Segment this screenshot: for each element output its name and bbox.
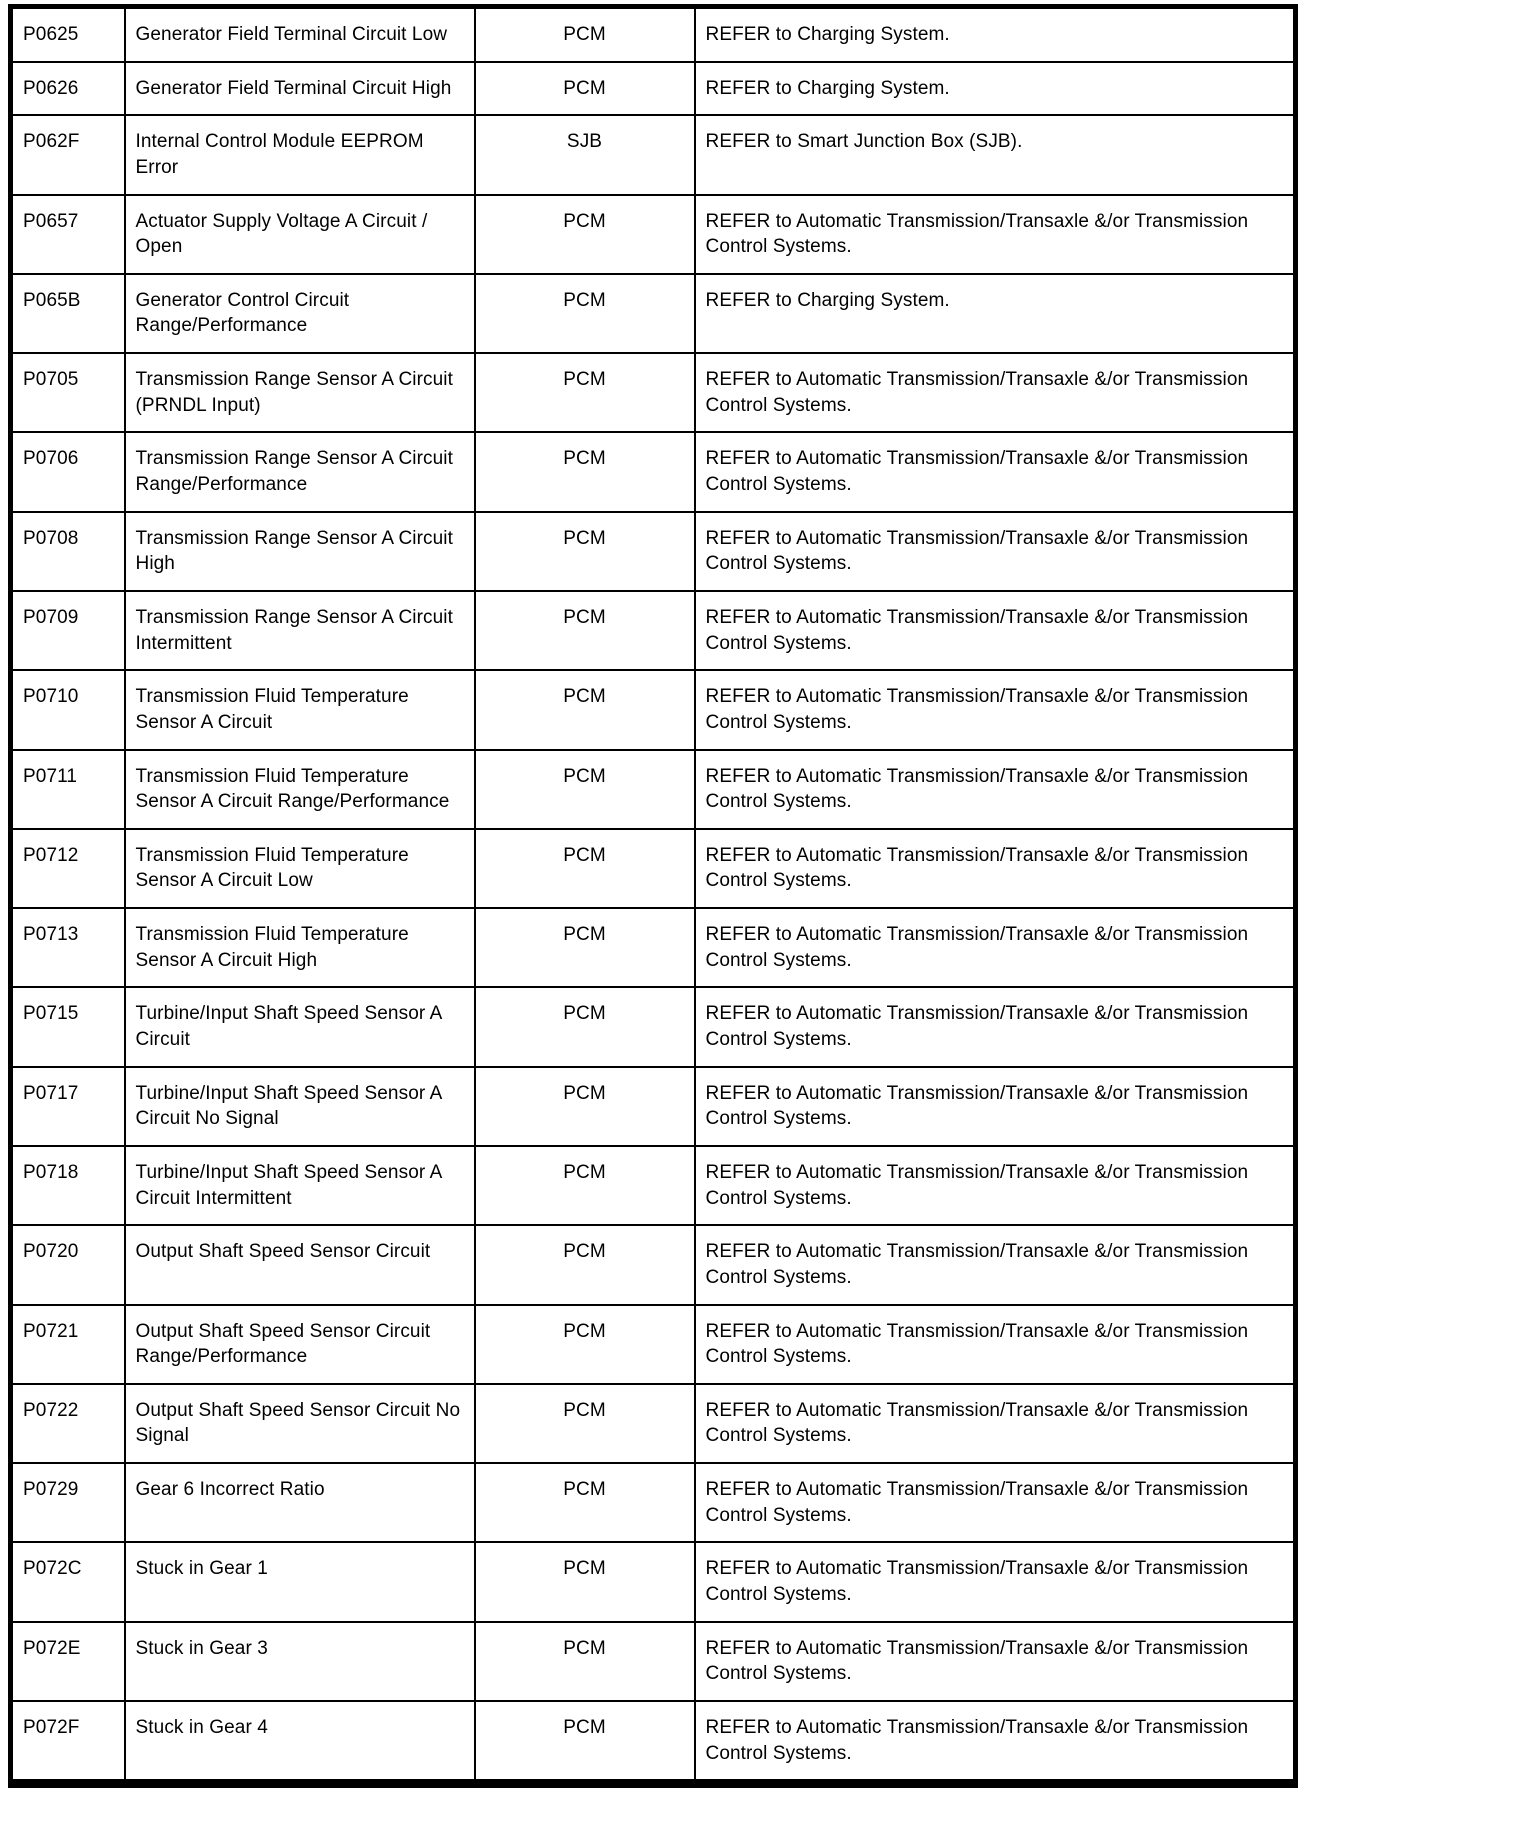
dtc-table-body [11,7,1296,1784]
table-row [11,1305,1296,1384]
cell-code: P0720 [11,1225,125,1304]
cell-code: P0710 [11,670,125,749]
cell-description: Generator Control Circuit Range/Performance [125,274,475,353]
table-row [11,591,1296,670]
table-row [11,512,1296,591]
cell-action: REFER to Automatic Transmission/Transaxle &/or Transmission Control Systems. [695,353,1296,432]
cell-code: P072C [11,1542,125,1621]
cell-module: PCM [475,1701,695,1784]
cell-module: SJB [475,115,695,194]
dtc-table [8,4,1298,1788]
cell-description: Internal Control Module EEPROM Error [125,115,475,194]
table-row [11,7,1296,62]
cell-action: REFER to Automatic Transmission/Transaxle &/or Transmission Control Systems. [695,750,1296,829]
table-row [11,1542,1296,1621]
cell-module: PCM [475,591,695,670]
cell-description: Turbine/Input Shaft Speed Sensor A Circuit No Signal [125,1067,475,1146]
cell-module: PCM [475,1622,695,1701]
cell-module: PCM [475,432,695,511]
table-row [11,432,1296,511]
cell-code: P0706 [11,432,125,511]
cell-code: P0709 [11,591,125,670]
cell-action: REFER to Automatic Transmission/Transaxle &/or Transmission Control Systems. [695,670,1296,749]
cell-module: PCM [475,1305,695,1384]
cell-action: REFER to Automatic Transmission/Transaxle &/or Transmission Control Systems. [695,1384,1296,1463]
table-row [11,750,1296,829]
cell-module: PCM [475,908,695,987]
cell-action: REFER to Charging System. [695,7,1296,62]
cell-code: P072E [11,1622,125,1701]
cell-action: REFER to Automatic Transmission/Transaxle &/or Transmission Control Systems. [695,512,1296,591]
table-row [11,274,1296,353]
cell-action: REFER to Charging System. [695,274,1296,353]
cell-code: P0657 [11,195,125,274]
cell-code: P0715 [11,987,125,1066]
cell-description: Stuck in Gear 3 [125,1622,475,1701]
cell-description: Transmission Range Sensor A Circuit Range/Performance [125,432,475,511]
cell-action: REFER to Automatic Transmission/Transaxle &/or Transmission Control Systems. [695,908,1296,987]
cell-code: P0711 [11,750,125,829]
cell-code: P0626 [11,62,125,116]
table-row [11,1225,1296,1304]
cell-action: REFER to Charging System. [695,62,1296,116]
cell-description: Generator Field Terminal Circuit Low [125,7,475,62]
cell-code: P0729 [11,1463,125,1542]
cell-description: Turbine/Input Shaft Speed Sensor A Circuit Intermittent [125,1146,475,1225]
cell-description: Actuator Supply Voltage A Circuit / Open [125,195,475,274]
table-row [11,1622,1296,1701]
cell-description: Gear 6 Incorrect Ratio [125,1463,475,1542]
cell-code: P0722 [11,1384,125,1463]
cell-module: PCM [475,274,695,353]
cell-action: REFER to Automatic Transmission/Transaxle &/or Transmission Control Systems. [695,432,1296,511]
cell-module: PCM [475,987,695,1066]
table-row [11,1067,1296,1146]
cell-module: PCM [475,62,695,116]
table-row [11,829,1296,908]
cell-module: PCM [475,1384,695,1463]
cell-description: Stuck in Gear 4 [125,1701,475,1784]
cell-module: PCM [475,195,695,274]
cell-description: Output Shaft Speed Sensor Circuit [125,1225,475,1304]
table-row [11,353,1296,432]
table-row [11,987,1296,1066]
table-row [11,62,1296,116]
cell-description: Generator Field Terminal Circuit High [125,62,475,116]
table-row [11,908,1296,987]
cell-description: Output Shaft Speed Sensor Circuit Range/Performance [125,1305,475,1384]
cell-description: Transmission Range Sensor A Circuit Intermittent [125,591,475,670]
cell-code: P0721 [11,1305,125,1384]
cell-description: Turbine/Input Shaft Speed Sensor A Circuit [125,987,475,1066]
cell-module: PCM [475,1463,695,1542]
cell-module: PCM [475,829,695,908]
cell-code: P0705 [11,353,125,432]
cell-action: REFER to Automatic Transmission/Transaxle &/or Transmission Control Systems. [695,195,1296,274]
cell-module: PCM [475,670,695,749]
cell-description: Output Shaft Speed Sensor Circuit No Signal [125,1384,475,1463]
cell-code: P0625 [11,7,125,62]
cell-module: PCM [475,1067,695,1146]
cell-action: REFER to Automatic Transmission/Transaxle &/or Transmission Control Systems. [695,1463,1296,1542]
cell-module: PCM [475,1542,695,1621]
cell-action: REFER to Smart Junction Box (SJB). [695,115,1296,194]
cell-code: P0717 [11,1067,125,1146]
cell-action: REFER to Automatic Transmission/Transaxle &/or Transmission Control Systems. [695,1542,1296,1621]
cell-action: REFER to Automatic Transmission/Transaxle &/or Transmission Control Systems. [695,1305,1296,1384]
cell-description: Transmission Fluid Temperature Sensor A Circuit Range/Performance [125,750,475,829]
cell-code: P065B [11,274,125,353]
cell-code: P072F [11,1701,125,1784]
table-row [11,670,1296,749]
cell-description: Transmission Fluid Temperature Sensor A Circuit [125,670,475,749]
cell-module: PCM [475,512,695,591]
cell-action: REFER to Automatic Transmission/Transaxle &/or Transmission Control Systems. [695,591,1296,670]
cell-action: REFER to Automatic Transmission/Transaxle &/or Transmission Control Systems. [695,1067,1296,1146]
cell-module: PCM [475,353,695,432]
table-row [11,1146,1296,1225]
cell-description: Transmission Fluid Temperature Sensor A Circuit High [125,908,475,987]
cell-description: Transmission Fluid Temperature Sensor A Circuit Low [125,829,475,908]
cell-action: REFER to Automatic Transmission/Transaxle &/or Transmission Control Systems. [695,1225,1296,1304]
table-row [11,1701,1296,1784]
cell-action: REFER to Automatic Transmission/Transaxle &/or Transmission Control Systems. [695,1701,1296,1784]
cell-module: PCM [475,7,695,62]
table-row [11,195,1296,274]
cell-code: P0713 [11,908,125,987]
cell-module: PCM [475,750,695,829]
cell-description: Transmission Range Sensor A Circuit High [125,512,475,591]
cell-module: PCM [475,1225,695,1304]
cell-action: REFER to Automatic Transmission/Transaxle &/or Transmission Control Systems. [695,1622,1296,1701]
cell-module: PCM [475,1146,695,1225]
cell-action: REFER to Automatic Transmission/Transaxle &/or Transmission Control Systems. [695,987,1296,1066]
cell-code: P062F [11,115,125,194]
cell-action: REFER to Automatic Transmission/Transaxle &/or Transmission Control Systems. [695,829,1296,908]
cell-description: Stuck in Gear 1 [125,1542,475,1621]
cell-action: REFER to Automatic Transmission/Transaxle &/or Transmission Control Systems. [695,1146,1296,1225]
table-row [11,1384,1296,1463]
cell-code: P0712 [11,829,125,908]
cell-description: Transmission Range Sensor A Circuit (PRNDL Input) [125,353,475,432]
cell-code: P0718 [11,1146,125,1225]
cell-code: P0708 [11,512,125,591]
table-row [11,115,1296,194]
table-row [11,1463,1296,1542]
